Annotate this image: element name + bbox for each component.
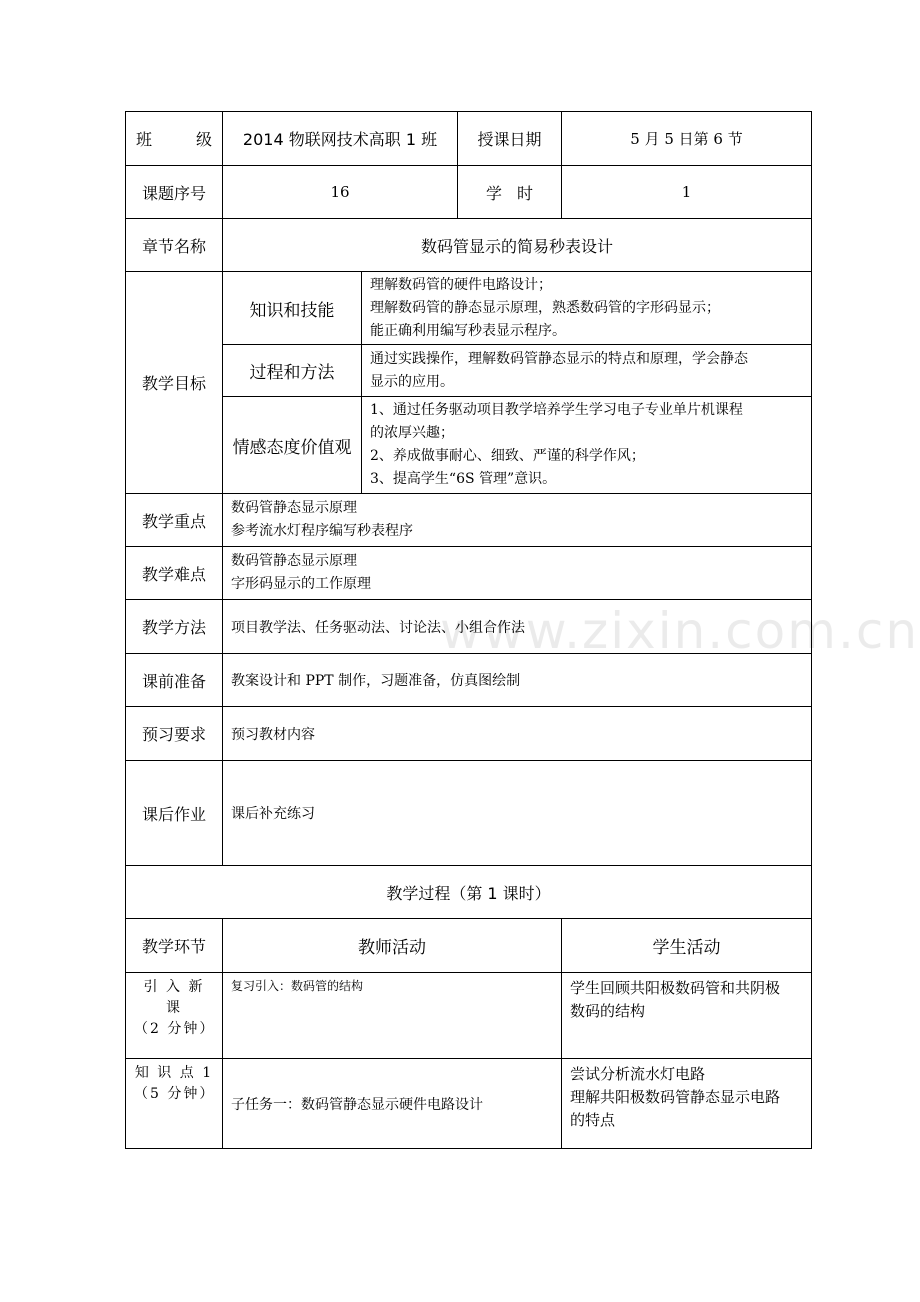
objective-knowledge-row bbox=[126, 272, 812, 345]
objectives-label: 教学目标 bbox=[126, 272, 223, 494]
emotion-label: 情感态度价值观 bbox=[223, 397, 362, 494]
key-point-line: 参考流水灯程序编写秒表程序 bbox=[231, 523, 413, 539]
process-row bbox=[126, 1059, 812, 1149]
process-header-row bbox=[126, 919, 812, 973]
class-value: 2014 物联网技术高职 1 班 bbox=[223, 112, 458, 166]
objective-process-row bbox=[126, 345, 812, 397]
emotion-line: 3、提高学生“6S 管理”意识。 bbox=[370, 471, 557, 487]
methods-row bbox=[126, 600, 812, 654]
class-row bbox=[126, 112, 812, 166]
process-label: 过程和方法 bbox=[223, 345, 362, 397]
hours-label: 学 时 bbox=[458, 166, 562, 219]
teacher-activity: 复习引入：数码管的结构 bbox=[223, 973, 562, 1059]
student-activity bbox=[562, 973, 812, 1059]
student-line: 的特点 bbox=[570, 1111, 616, 1129]
hours-value: 1 bbox=[562, 166, 812, 219]
col-teacher-header: 教师活动 bbox=[223, 919, 562, 973]
preparation-label: 课前准备 bbox=[126, 654, 223, 707]
class-label: 班 级 bbox=[126, 112, 223, 166]
difficulties-label: 教学难点 bbox=[126, 547, 223, 600]
stage-name: 引 入 新 课 bbox=[143, 979, 205, 1016]
seq-row bbox=[126, 166, 812, 219]
key-points-label: 教学重点 bbox=[126, 494, 223, 547]
teacher-activity: 子任务一：数码管静态显示硬件电路设计 bbox=[223, 1059, 562, 1149]
student-line: 理解共阳极数码管静态显示电路 bbox=[570, 1088, 781, 1106]
stage-duration: （5 分钟） bbox=[134, 1086, 216, 1102]
lesson-plan-table bbox=[125, 111, 812, 1149]
emotion-line: 2、养成做事耐心、细致、严谨的科学作风； bbox=[370, 448, 645, 464]
knowledge-label: 知识和技能 bbox=[223, 272, 362, 345]
student-line: 数码的结构 bbox=[570, 1002, 646, 1020]
process-row bbox=[126, 973, 812, 1059]
methods-value: 项目教学法、任务驱动法、讨论法、小组合作法 bbox=[223, 600, 812, 654]
stage-name: 知 识 点 1 bbox=[134, 1065, 214, 1081]
chapter-row bbox=[126, 219, 812, 272]
date-label: 授课日期 bbox=[458, 112, 562, 166]
preparation-row bbox=[126, 654, 812, 707]
knowledge-line: 理解数码管的静态显示原理，熟悉数码管的字形码显示； bbox=[370, 299, 720, 316]
key-points-row bbox=[126, 494, 812, 547]
seq-value: 16 bbox=[223, 166, 458, 219]
difficulty-line: 字形码显示的工作原理 bbox=[231, 576, 371, 592]
chapter-label: 章节名称 bbox=[126, 219, 223, 272]
date-value: 5 月 5 日第 6 节 bbox=[562, 112, 812, 166]
knowledge-content bbox=[362, 272, 812, 345]
student-activity bbox=[562, 1059, 812, 1149]
student-line: 学生回顾共阳极数码管和共阴极 bbox=[570, 979, 781, 997]
process-line: 显示的应用。 bbox=[370, 373, 454, 390]
homework-value: 课后补充练习 bbox=[223, 761, 812, 866]
student-line: 尝试分析流水灯电路 bbox=[570, 1065, 706, 1083]
homework-row bbox=[126, 761, 812, 866]
process-line: 通过实践操作，理解数码管静态显示的特点和原理，学会静态 bbox=[370, 350, 748, 367]
preparation-value: 教案设计和 PPT 制作，习题准备，仿真图绘制 bbox=[223, 654, 812, 707]
watermark: www.zixin.com.cn bbox=[440, 602, 920, 660]
homework-label: 课后作业 bbox=[126, 761, 223, 866]
difficulties-row bbox=[126, 547, 812, 600]
emotion-line: 1、通过任务驱动项目教学培养学生学习电子专业单片机课程 bbox=[370, 402, 743, 418]
process-title: 教学过程（第 1 课时） bbox=[126, 866, 812, 919]
emotion-content bbox=[362, 397, 812, 494]
process-stage bbox=[126, 1059, 223, 1149]
difficulties-content bbox=[223, 547, 812, 600]
chapter-value: 数码管显示的简易秒表设计 bbox=[223, 219, 812, 272]
preview-value: 预习教材内容 bbox=[223, 707, 812, 761]
difficulty-line: 数码管静态显示原理 bbox=[231, 553, 357, 569]
preview-label: 预习要求 bbox=[126, 707, 223, 761]
process-title-row bbox=[126, 866, 812, 919]
emotion-line: 的浓厚兴趣； bbox=[370, 425, 454, 441]
col-stage-header: 教学环节 bbox=[126, 919, 223, 973]
objective-emotion-row bbox=[126, 397, 812, 494]
key-points-content bbox=[223, 494, 812, 547]
process-stage bbox=[126, 973, 223, 1059]
stage-duration: （2 分钟） bbox=[134, 1021, 216, 1037]
key-point-line: 数码管静态显示原理 bbox=[231, 500, 357, 516]
col-student-header: 学生活动 bbox=[562, 919, 812, 973]
preview-row bbox=[126, 707, 812, 761]
knowledge-line: 能正确利用编写秒表显示程序。 bbox=[370, 322, 566, 339]
methods-label: 教学方法 bbox=[126, 600, 223, 654]
knowledge-line: 理解数码管的硬件电路设计； bbox=[370, 276, 552, 293]
process-content bbox=[362, 345, 812, 397]
seq-label: 课题序号 bbox=[126, 166, 223, 219]
